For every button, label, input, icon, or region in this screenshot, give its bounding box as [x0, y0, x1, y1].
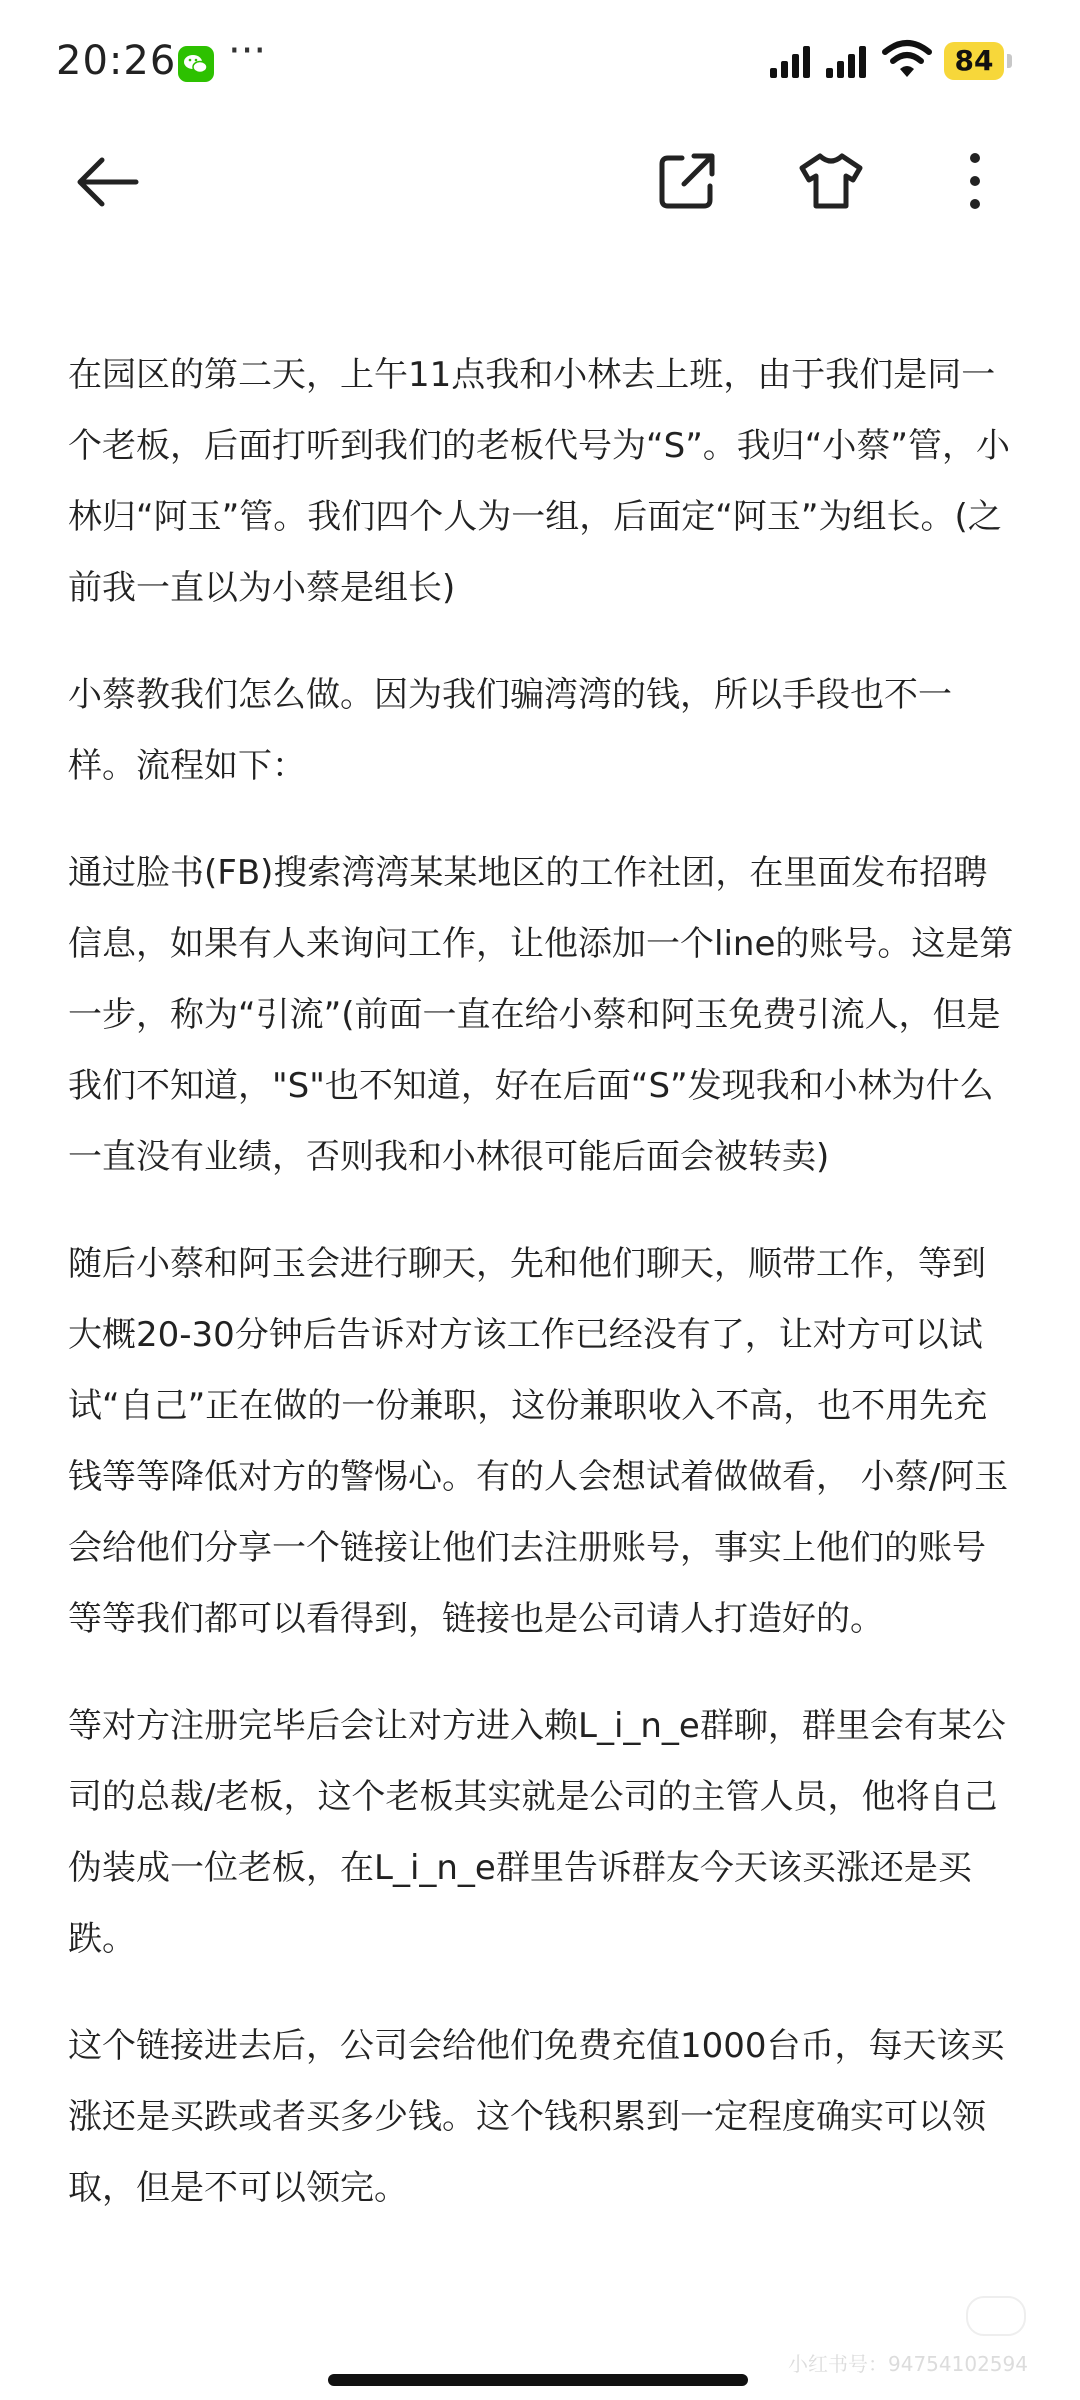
- cell-signal-2-icon: [826, 46, 874, 78]
- article-body: [68, 340, 1018, 2260]
- status-time: 20:26: [56, 38, 177, 84]
- status-bar: [0, 0, 1080, 128]
- tshirt-icon[interactable]: [798, 150, 864, 212]
- home-indicator[interactable]: [328, 2374, 748, 2386]
- watermark-text: 小红书号：94754102594: [788, 2352, 1028, 2376]
- article-paragraph-5: 等对方注册完毕后会让对方进入赖L_i_n_e群聊，群里会有某公司的总裁/老板，这个老板其实就是公司的主管人员，他将自己伪装成一位老板，在L_i_n_e群里告诉群友今天该买涨还是买跌。: [68, 1706, 1006, 1959]
- more-notifications-icon: ···: [228, 28, 267, 74]
- more-vertical-icon[interactable]: [962, 150, 988, 212]
- article-paragraph-1: 在园区的第二天，上午11点我和小林去上班，由于我们是同一个老板，后面打听到我们的老板代号为“S”。我归“小蔡”管，小林归“阿玉”管。我们四个人为一组，后面定“阿玉”为组长。(之前我一直以为小蔡是组长): [68, 355, 1011, 608]
- article-paragraph-3: 通过脸书(FB)搜索湾湾某某地区的工作社团，在里面发布招聘信息，如果有人来询问工作，让他添加一个line的账号。这是第一步，称为“引流”(前面一直在给小蔡和阿玉免费引流人，但是我们不知道，"S"也不知道，好在后面“S”发现我和小林为什么一直没有业绩，否则我和小林很可能后面会被转卖): [68, 853, 1014, 1177]
- article-paragraph-6: 这个链接进去后，公司会给他们免费充值1000台币，每天该买涨还是买跌或者买多少钱。这个钱积累到一定程度确实可以领取，但是不可以领完。: [68, 2026, 1005, 2208]
- top-toolbar: [0, 128, 1080, 234]
- battery-level: 84: [944, 42, 1004, 80]
- article-paragraph-4: 随后小蔡和阿玉会进行聊天，先和他们聊天，顺带工作，等到大概20-30分钟后告诉对方该工作已经没有了，让对方可以试试“自己”正在做的一份兼职，这份兼职收入不高，也不用先充钱等等降低对方的警惕心。有的人会想试着做做看， 小蔡/阿玉会给他们分享一个链接让他们去注册账号，事实上他们的账号等等我们都可以看得到，链接也是公司请人打造好的。: [68, 1244, 1009, 1639]
- share-icon[interactable]: [656, 150, 718, 212]
- article-paragraph-2: 小蔡教我们怎么做。因为我们骗湾湾的钱，所以手段也不一样。流程如下：: [68, 675, 952, 786]
- wechat-notification-icon: [178, 46, 214, 82]
- watermark-logo: [966, 2296, 1026, 2336]
- cell-signal-1-icon: [770, 46, 818, 78]
- back-arrow-icon[interactable]: [72, 152, 142, 212]
- battery-tip: [1007, 54, 1012, 68]
- wifi-icon: [882, 38, 932, 80]
